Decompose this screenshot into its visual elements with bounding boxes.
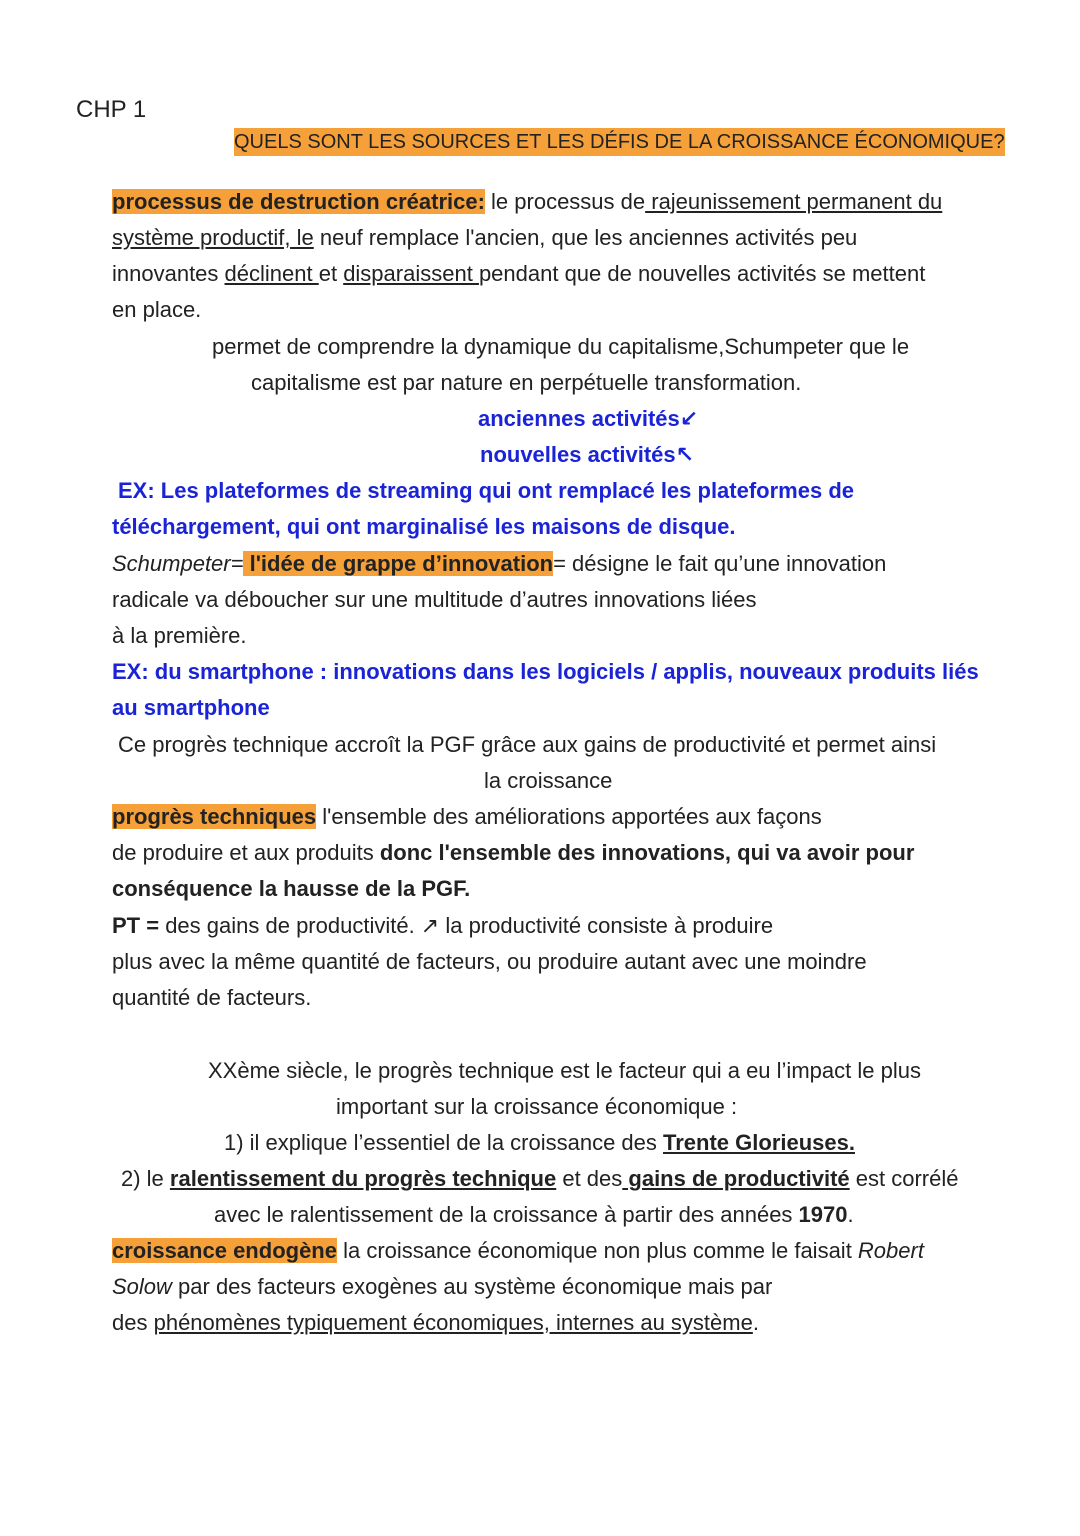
s5-line-2: Solow par des facteurs exogènes au système économique mais par	[112, 1274, 773, 1299]
s3-line-1: progrès techniques l'ensemble des améliorations apportées aux façons	[112, 804, 822, 829]
s1-line-2: système productif, le neuf remplace l'ancien, que les anciennes activités peu	[112, 225, 858, 250]
s2-line-1: Schumpeter= l'idée de grappe d’innovation= désigne le fait qu’une innovation	[112, 551, 887, 576]
chapter-label: CHP 1	[76, 96, 147, 123]
term-progres-techniques: progrès techniques	[112, 804, 317, 829]
s1-line-4: en place.	[112, 297, 202, 322]
example-smartphone-1: EX: du smartphone : innovations dans les logiciels / applis, nouveaux produits liés	[112, 659, 979, 684]
s4-line-1: XXème siècle, le progrès technique est le facteur qui a eu l’impact le plus	[208, 1058, 921, 1083]
s1-line-5: permet de comprendre la dynamique du capitalisme,Schumpeter que le	[212, 334, 910, 359]
s2-line-5: la croissance	[484, 768, 613, 793]
nouvelles-activites: nouvelles activités↖	[480, 442, 695, 467]
example-smartphone-2: au smartphone	[112, 695, 270, 720]
anciennes-activites: anciennes activités↙	[478, 406, 699, 431]
term-destruction-creatrice: processus de destruction créatrice:	[112, 189, 485, 214]
example-streaming-1: EX: Les plateformes de streaming qui ont remplacé les plateformes de	[118, 478, 855, 503]
s1-line-1: processus de destruction créatrice: le processus de rajeunissement permanent du	[112, 189, 943, 214]
s5-line-1: croissance endogène la croissance économique non plus comme le faisait Robert	[112, 1238, 924, 1263]
term-grappe-innovation: l'idée de grappe d’innovation	[243, 551, 554, 576]
s4-line-4: 2) le ralentissement du progrès technique et des gains de productivité est corrélé	[121, 1166, 959, 1191]
s3-line-4: PT = des gains de productivité. ↗ la productivité consiste à produire	[112, 913, 774, 938]
s1-line-6: capitalisme est par nature en perpétuelle transformation.	[251, 370, 802, 395]
s2-line-2: radicale va déboucher sur une multitude d’autres innovations liées	[112, 587, 757, 612]
s3-line-5: plus avec la même quantité de facteurs, ou produire autant avec une moindre	[112, 949, 867, 974]
s4-line-5: avec le ralentissement de la croissance à partir des années 1970.	[214, 1202, 854, 1227]
s4-line-3: 1) il explique l’essentiel de la croissance des Trente Glorieuses.	[224, 1130, 855, 1155]
page-title: QUELS SONT LES SOURCES ET LES DÉFIS DE LA CROISSANCE ÉCONOMIQUE?	[234, 128, 1005, 156]
term-croissance-endogene: croissance endogène	[112, 1238, 337, 1263]
s3-line-3: conséquence la hausse de la PGF.	[112, 876, 471, 901]
s1-line-3: innovantes déclinent et disparaissent pendant que de nouvelles activités se mettent	[112, 261, 926, 286]
s4-line-2: important sur la croissance économique :	[336, 1094, 738, 1119]
s5-line-3: des phénomènes typiquement économiques, internes au système.	[112, 1310, 759, 1335]
s3-line-2: de produire et aux produits donc l'ensemble des innovations, qui va avoir pour	[112, 840, 915, 865]
s2-line-4: Ce progrès technique accroît la PGF grâce aux gains de productivité et permet ainsi	[118, 732, 937, 757]
s2-line-3: à la première.	[112, 623, 247, 648]
s3-line-6: quantité de facteurs.	[112, 985, 312, 1010]
example-streaming-2: téléchargement, qui ont marginalisé les maisons de disque.	[112, 514, 736, 539]
